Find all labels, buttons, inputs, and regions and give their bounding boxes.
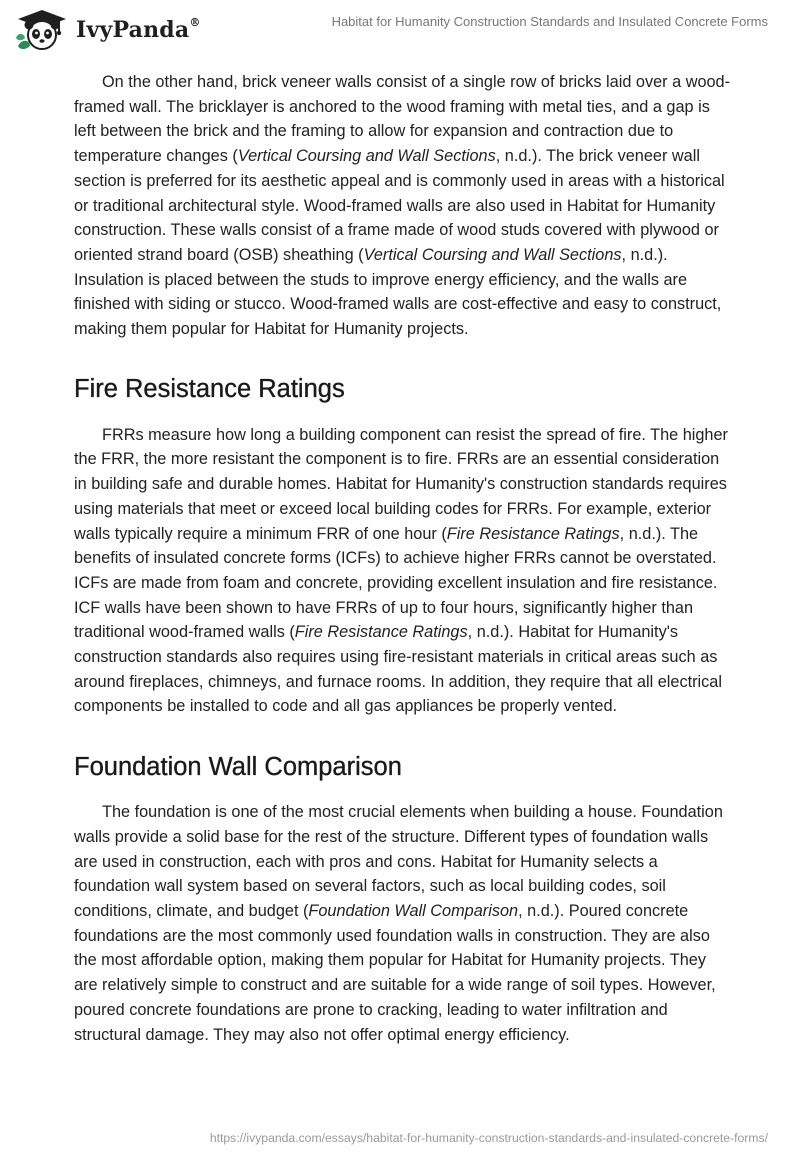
paragraph-fire-resistance: FRRs measure how long a building component can resist the spread of fire. The higher the FRR, the more resistant the component is to fire. FRRs are an essential consideration in building safe and durable homes. Habitat for Humanity's construction standards requires using materials that meet or exceed local building codes for FRRs. For example, exterior walls typically require a minimum FRR of one hour (Fire Resistance Ratings, n.d.). The benefits of insulated concrete forms (ICFs) to achieve higher FRRs cannot be overstated. ICFs are made from foam and concrete, providing excellent insulation and fire resistance. ICF walls have been shown to have FRRs of up to four hours, significantly higher than traditional wood-framed walls (Fire Resistance Ratings, n.d.). Habitat for Humanity's construction standards also requires using fire-resistant materials in critical areas such as around fireplaces, chimneys, and furnace rooms. In addition, they require that all electrical components be installed to code and all gas appliances be properly vented.	[74, 425, 728, 716]
paragraph-brick-veneer: On the other hand, brick veneer walls consist of a single row of bricks laid over a wood-framed wall. The bricklayer is anchored to the wood framing with metal ties, and a gap is left between the brick and the framing to allow for expansion and contraction due to temperature changes (Vertical Coursing and Wall Sections, n.d.). The brick veneer wall section is preferred for its aesthetic appeal and is commonly used in areas with a historical or traditional architectural style. Wood-framed walls are also used in Habitat for Humanity construction. These walls consist of a frame made of wood studs covered with plywood or oriented strand board (OSB) sheathing (Vertical Coursing and Wall Sections, n.d.). Insulation is placed between the studs to improve energy efficiency, and the walls are finished with siding or stucco. Wood-framed walls are cost-effective and easy to construct, making them popular for Habitat for Humanity projects.	[74, 73, 731, 339]
heading-foundation-wall-comparison: Foundation Wall Comparison	[74, 753, 402, 782]
paragraph-foundation: The foundation is one of the most crucial elements when building a house. Foundation walls provide a solid base for the rest of the structure. Different types of foundation walls are used in construction, each with pros and cons. Habitat for Humanity selects a foundation wall system based on several factors, such as local building codes, soil conditions, climate, and budget (Foundation Wall Comparison, n.d.). Poured concrete foundations are the most commonly used foundation walls in construction. They are also the most affordable option, making them popular for Habitat for Humanity projects. They are relatively simple to construct and are suitable for a wide range of soil types. However, poured concrete foundations are prone to cracking, leading to water infiltration and structural damage. They may also not offer optimal energy efficiency.	[74, 803, 723, 1044]
citation-title: Foundation Wall Comparison	[308, 901, 519, 920]
citation-title: Fire Resistance Ratings	[446, 524, 620, 543]
citation-title: Vertical Coursing and Wall Sections	[363, 245, 622, 264]
heading-fire-resistance-ratings: Fire Resistance Ratings	[74, 374, 345, 403]
citation-title: Fire Resistance Ratings	[294, 623, 468, 642]
ivypanda-logo[interactable]	[14, 8, 201, 52]
brand-name: IvyPanda®	[76, 15, 201, 43]
source-url-link[interactable]: https://ivypanda.com/essays/habitat-for-humanity-construction-standards-and-insulated-concrete-forms/	[209, 1131, 768, 1145]
page-header	[0, 0, 800, 60]
running-title: Habitat for Humanity Construction Standards and Insulated Concrete Forms	[331, 14, 768, 29]
citation-title: Vertical Coursing and Wall Sections	[237, 147, 496, 166]
essay-body	[74, 70, 734, 1047]
panda-graduate-logo-icon	[14, 8, 70, 52]
